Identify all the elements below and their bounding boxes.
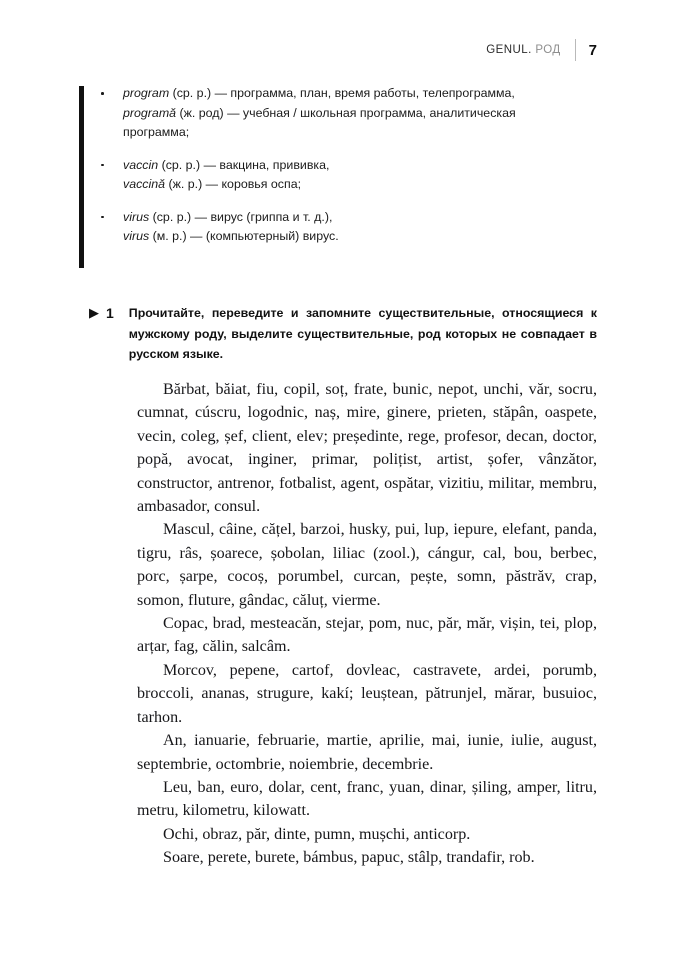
bullet-icon — [101, 92, 104, 95]
term-gloss: программа; — [123, 125, 190, 139]
romanian-term: programă — [123, 105, 177, 120]
bullet-icon — [101, 216, 104, 219]
word-list — [137, 378, 597, 870]
word-list-paragraph: Morcov, pepene, cartof, dovleac, castravete, ardei, porumb, broccoli, ananas, strugure, kakí; leuștean, pătrunjel, mărar, busuioc, tarhon. — [137, 661, 597, 726]
term-gloss: (м. р.) — (компьютерный) вирус. — [149, 229, 339, 243]
word-list-paragraph: Soare, perete, burete, bámbus, papuc, stâlp, trandafir, rob. — [163, 849, 535, 867]
romanian-term: program — [123, 86, 170, 100]
bullet-icon — [101, 164, 104, 167]
exercise-instruction: Прочитайте, переведите и запомните существительные, относящиеся к мужскому роду, выделите существительные, род которых не совпадает в русском языке. — [128, 306, 597, 361]
romanian-term: vaccină — [123, 177, 166, 191]
list-item — [79, 156, 600, 195]
term-gloss: (ср. р.) — программа, план, время работы, телепрограмма, — [169, 86, 515, 100]
exercise-heading — [89, 303, 597, 365]
list-item — [79, 208, 600, 247]
term-gloss: (ж. род) — учебная / школьная программа, аналитическая — [176, 105, 516, 120]
term-gloss: (ср. р.) — вакцина, прививка, — [158, 157, 330, 172]
romanian-term: virus — [123, 229, 150, 243]
word-list-paragraph: Ochi, obraz, păr, dinte, pumn, mușchi, anticorp. — [163, 825, 471, 843]
page-number: 7 — [588, 41, 597, 59]
running-head — [486, 38, 597, 62]
running-head-divider — [575, 39, 576, 61]
word-list-paragraph: Leu, ban, euro, dolar, cent, franc, yuan, dinar, șiling, amper, litru, metru, kilometru, kilowatt. — [137, 778, 597, 820]
word-list-paragraph: Bărbat, băiat, fiu, copil, soț, frate, bunic, nepot, unchi, văr, socru, cumnat, cúscru, logodnic, naș, mire, ginere, prieten, stăpân, oaspete, vecin, coleg, șef, client, elev; președinte, rege, profesor, decan, doctor, popă, avocat, inginer, primar, polițist, artist, șofer, vânzător, constructor, antrenor, fotbalist, agent, ospătar, vizitiu, militar, membru, ambasador, consul. — [137, 381, 597, 516]
word-list-paragraph: Mascul, câine, cățel, barzoi, husky, pui, lup, iepure, elefant, panda, tigru, râs, șoarece, șobolan, liliac (zool.), cángur, cal, bou, berbec, porc, șarpe, cocoș, porumbel, curcan, pește, somn, păstrăv, crap, somon, fluture, gândac, căluț, vierme. — [137, 521, 597, 609]
running-head-title-cyrillic: РОД — [531, 44, 561, 56]
word-list-paragraph: An, ianuarie, februarie, martie, aprilie, mai, iunie, iulie, august, septembrie, octombrie, noiembrie, decembrie. — [137, 732, 597, 773]
romanian-term: vaccin — [123, 157, 159, 172]
callout-list — [79, 84, 600, 247]
running-head-title — [486, 44, 560, 56]
callout-block — [79, 84, 600, 247]
running-head-title-latin: GENUL. — [486, 44, 532, 56]
term-gloss: (ср. р.) — вирус (гриппа и т. д.), — [149, 209, 333, 224]
list-item — [79, 84, 600, 143]
word-list-paragraph: Copac, brad, mesteacăn, stejar, pom, nuc, păr, măr, vișin, tei, plop, arțar, fag, călin, salcâm. — [137, 615, 597, 656]
triangle-right-icon: ▶ — [89, 305, 99, 320]
exercise-number: 1 — [106, 305, 114, 321]
term-gloss: (ж. р.) — коровья оспа; — [165, 177, 302, 191]
romanian-term: virus — [123, 209, 150, 224]
